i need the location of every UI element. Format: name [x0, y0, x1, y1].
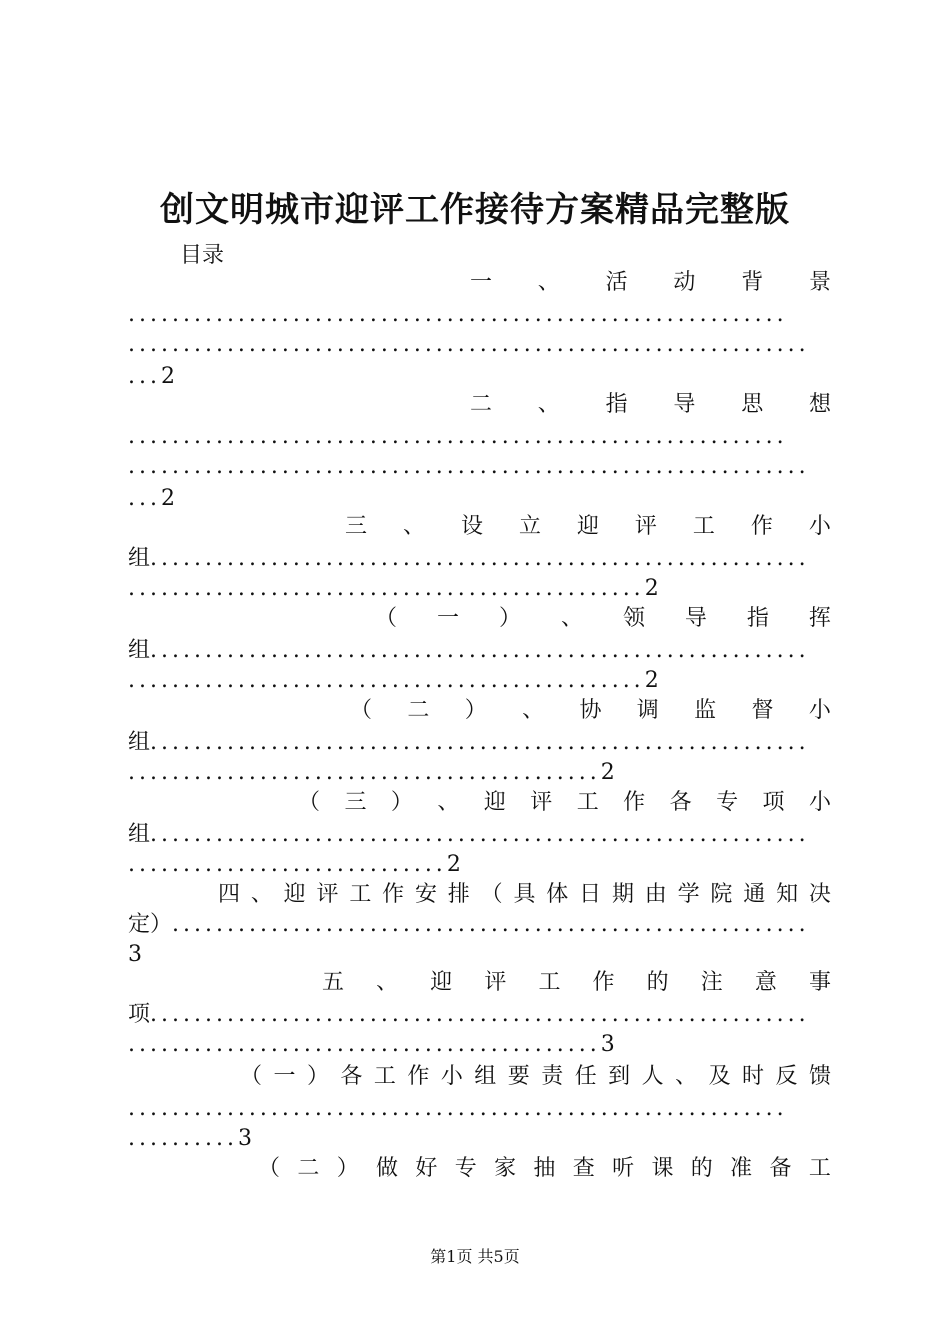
toc-entry-continuation: 组............................................................	[128, 822, 810, 847]
toc-page-number: 2	[644, 576, 659, 601]
toc-leader-dots: ............................................................	[128, 302, 788, 327]
toc-entry-continuation	[128, 1094, 831, 1124]
toc-label: 目录	[180, 243, 225, 268]
toc-entry-continuation	[128, 1124, 831, 1154]
toc-entry-continuation: 定）..........................................................	[128, 912, 810, 937]
page-footer: 第1页 共5页	[430, 1247, 520, 1266]
toc-entry-continuation	[128, 300, 831, 330]
toc-entry-heading: （ 二 ） 、 协 调 监 督 小	[350, 698, 831, 723]
toc-entry-continuation	[128, 484, 831, 514]
toc-leader-dots: ..........	[128, 1126, 238, 1151]
toc-leader-dots: ...........................................	[128, 1032, 601, 1057]
toc-leader-dots: ............................................................	[150, 822, 810, 847]
toc-leader-dots: ............................................................	[150, 638, 810, 663]
toc-entry-continuation	[128, 574, 831, 604]
toc-entry-continuation	[128, 422, 831, 452]
toc-leader-dots: ............................................................	[128, 424, 788, 449]
toc-page-number: 2	[600, 760, 615, 785]
toc-page-number: 3	[128, 942, 142, 967]
toc-page-number: 3	[237, 1126, 252, 1151]
toc-page-number: 3	[600, 1032, 615, 1057]
toc-leader-dots: ..............................................................	[128, 454, 810, 479]
toc-leader-dots: ...............................................	[128, 668, 645, 693]
toc-entry-heading: 二 、 指 导 思 想	[470, 392, 831, 417]
toc-entry-heading: （ 二 ） 做 好 专 家 抽 查 听 课 的 准 备 工	[258, 1156, 831, 1181]
toc-entry-heading: 五 、 迎 评 工 作 的 注 意 事	[322, 970, 831, 995]
toc-entry-heading: 三 、 设 立 迎 评 工 作 小	[345, 514, 831, 539]
toc-entry-continuation	[128, 1030, 831, 1060]
toc-page-number: 2	[160, 364, 175, 389]
toc-page-number: 2	[160, 486, 175, 511]
toc-page-number: 2	[644, 668, 659, 693]
toc-entry-heading: 四 、 迎 评 工 作 安 排 （ 具 体 日 期 由 学 院 通 知 决	[218, 882, 831, 907]
toc-entry-heading: （ 一 ） 各 工 作 小 组 要 责 任 到 人 、 及 时 反 馈	[240, 1064, 831, 1089]
toc-entry-continuation: 组............................................................	[128, 638, 810, 663]
toc-entry-continuation	[128, 452, 831, 482]
toc-entry-continuation: 组............................................................	[128, 730, 810, 755]
toc-entry-heading: （ 三 ） 、 迎 评 工 作 各 专 项 小	[298, 790, 831, 815]
toc-leader-dots: ..........................................................	[172, 912, 810, 937]
toc-entry-heading: 一 、 活 动 背 景	[470, 270, 831, 295]
toc-leader-dots: ...............................................	[128, 576, 645, 601]
toc-leader-dots: ............................................................	[150, 546, 810, 571]
toc-leader-dots: ...	[128, 486, 161, 511]
toc-leader-dots: .............................	[128, 852, 447, 877]
toc-entry-continuation	[128, 758, 831, 788]
toc-entry-continuation: 组............................................................	[128, 546, 810, 571]
toc-leader-dots: ............................................................	[150, 1002, 810, 1027]
toc-entry-continuation	[128, 940, 831, 970]
toc-leader-dots: ...	[128, 364, 161, 389]
toc-entry-continuation	[128, 666, 831, 696]
toc-page-number: 2	[446, 852, 461, 877]
toc-leader-dots: ............................................................	[150, 730, 810, 755]
toc-entry-heading: （ 一 ） 、 领 导 指 挥	[375, 606, 831, 631]
toc-leader-dots: ...........................................	[128, 760, 601, 785]
toc-entry-continuation	[128, 330, 831, 360]
toc-entry-continuation	[128, 850, 831, 880]
toc-entry-continuation: 项............................................................	[128, 1002, 810, 1027]
toc-leader-dots: ............................................................	[128, 1096, 788, 1121]
toc-leader-dots: ..............................................................	[128, 332, 810, 357]
toc-entry-continuation	[128, 362, 831, 392]
document-title: 创文明城市迎评工作接待方案精品完整版	[160, 190, 790, 230]
